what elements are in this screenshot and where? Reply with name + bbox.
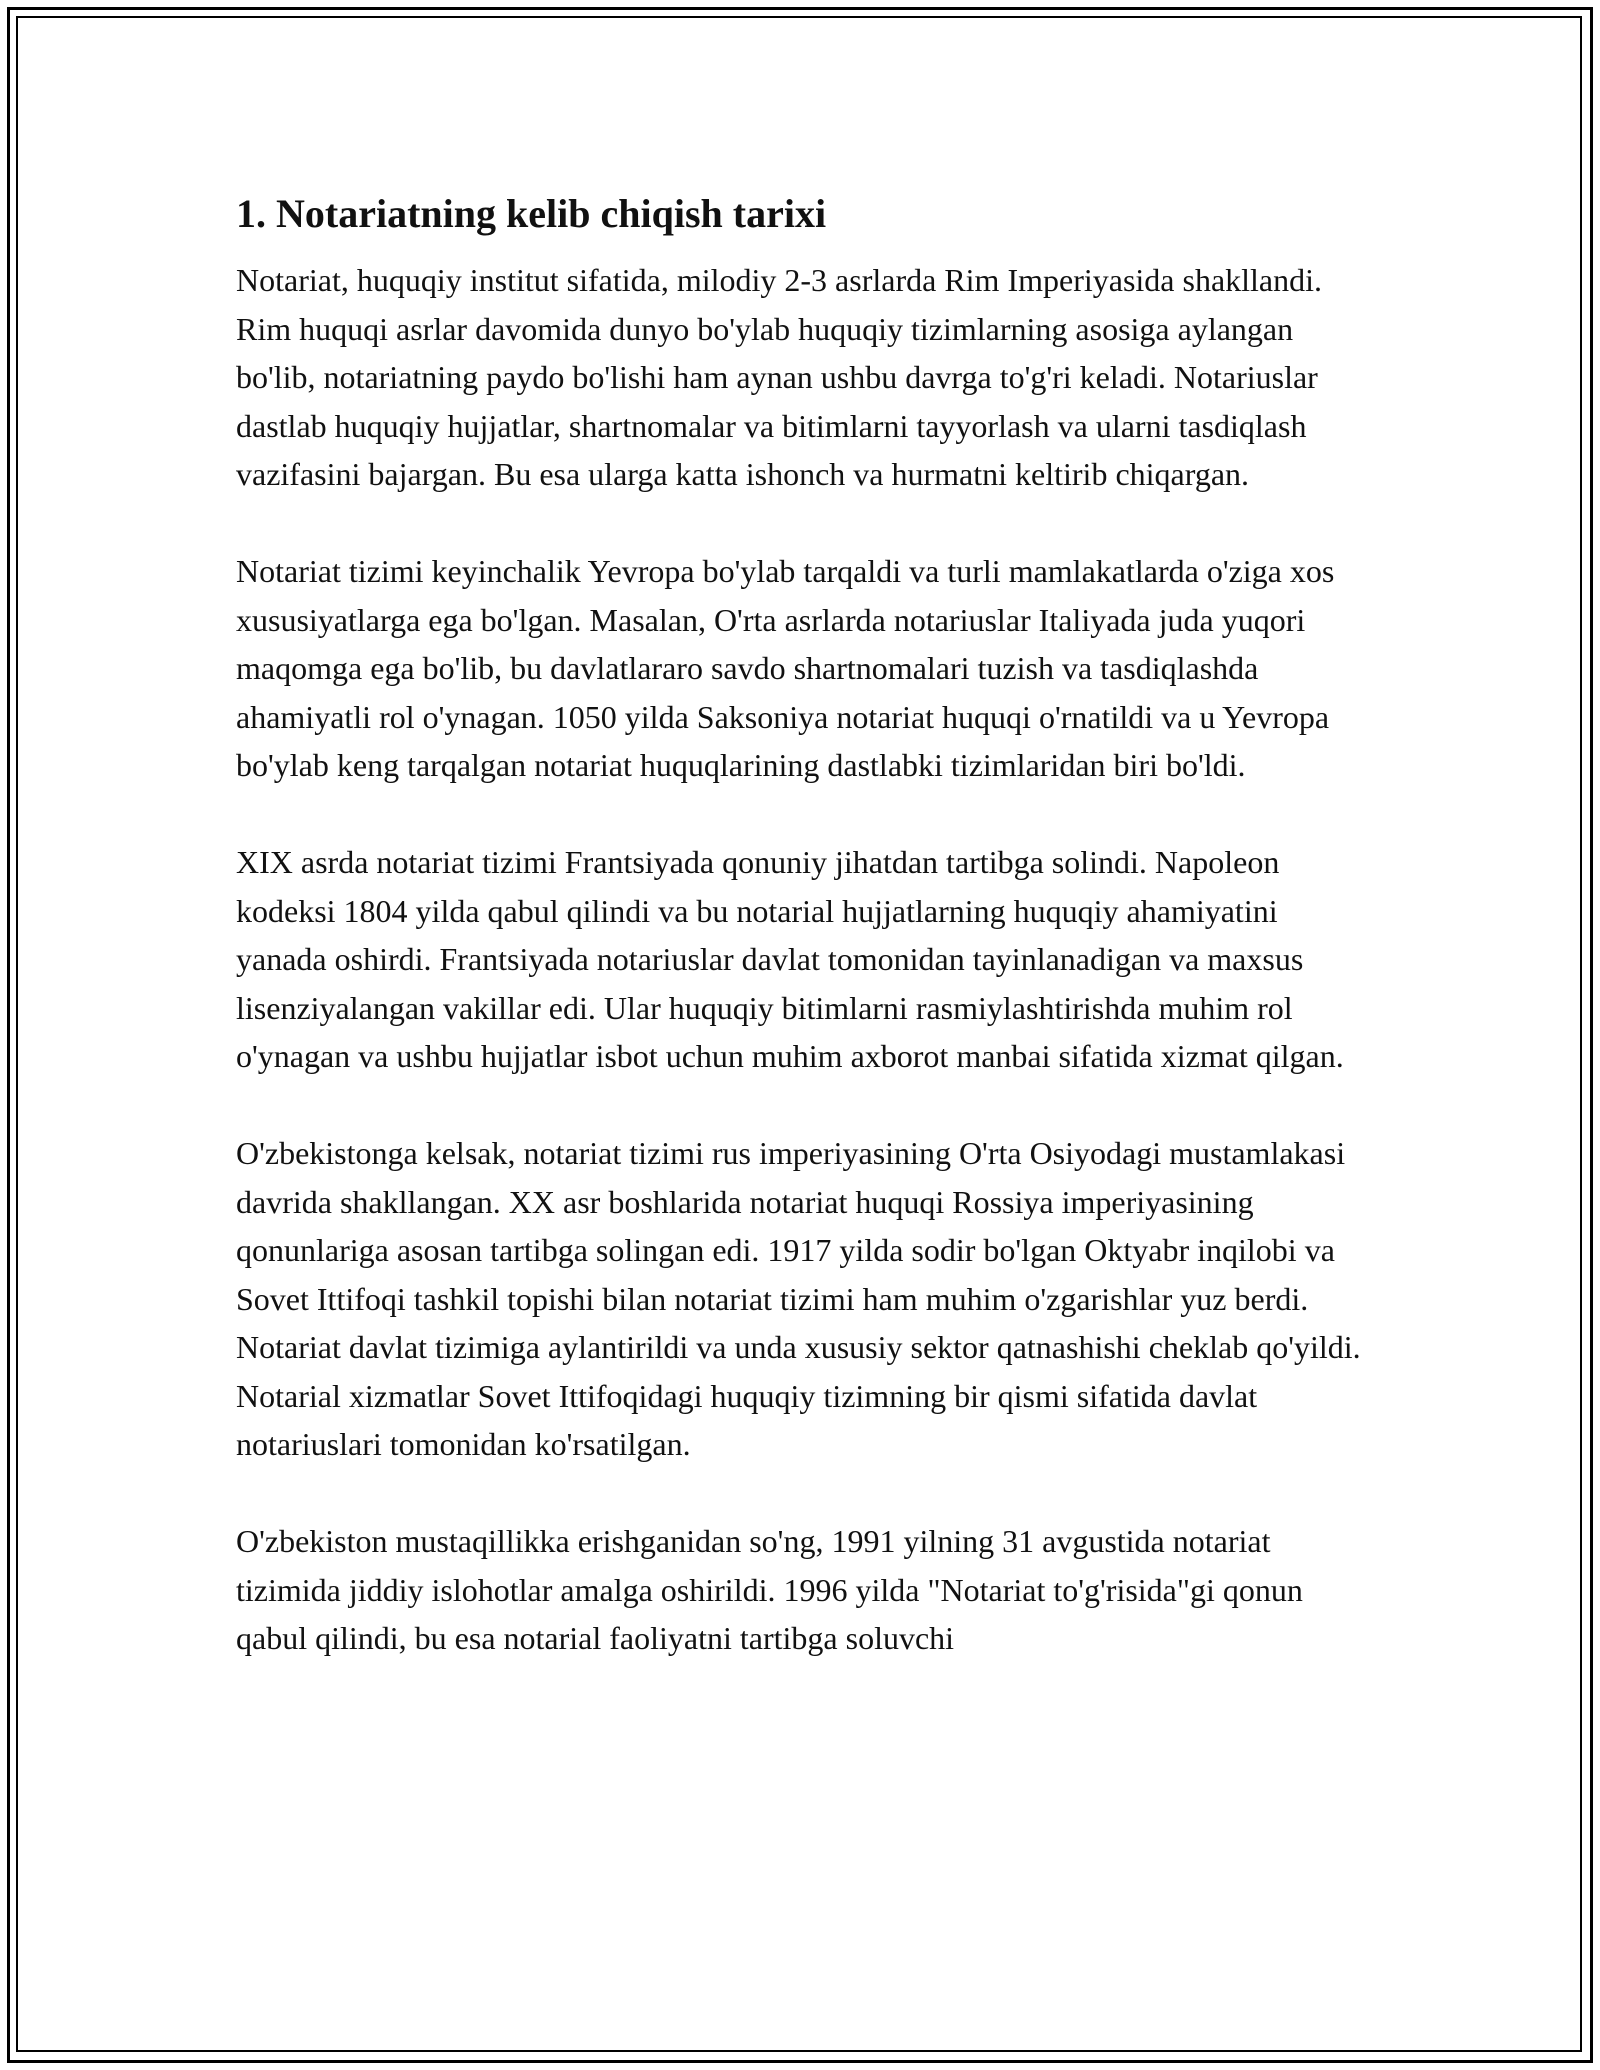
- paragraph-4: O'zbekistonga kelsak, notariat tizimi rus imperiyasining O'rta Osiyodagi mustamlakasi davrida shakllangan. XX asr boshlarida notariat huquqi Rossiya imperiyasining qonunlariga asosan tartibga solingan edi. 1917 yilda sodir bo'lgan Oktyabr inqilobi va Sovet Ittifoqi tashkil topishi bilan notariat tizimi ham muhim o'zgarishlar yuz berdi. Notariat davlat tizimiga aylantirildi va unda xususiy sektor qatnashishi cheklab qo'yildi. Notarial xizmatlar Sovet Ittifoqidagi huquqiy tizimning bir qismi sifatida davlat notariuslari tomonidan ko'rsatilgan.: [236, 1135, 1361, 1462]
- paragraph-5: O'zbekiston mustaqillikka erishganidan so'ng, 1991 yilning 31 avgustida notariat tizimida jiddiy islohotlar amalga oshirildi. 1996 yilda "Notariat to'g'risida"gi qonun qabul qilindi, bu esa notarial faoliyatni tartibga soluvchi: [236, 1523, 1303, 1656]
- paragraph-1: Notariat, huquqiy institut sifatida, milodiy 2-3 asrlarda Rim Imperiyasida shakllandi. Rim huquqi asrlar davomida dunyo bo'ylab huquqiy tizimlarning asosiga aylangan bo'lib, notariatning paydo bo'lishi ham aynan ushbu davrga to'g'ri keladi. Notariuslar dastlab huquqiy hujjatlar, shartnomalar va bitimlarni tayyorlash va ularni tasdiqlash vazifasini bajargan. Bu esa ularga katta ishonch va hurmatni keltirib chiqargan.: [236, 262, 1323, 492]
- paragraph-2: Notariat tizimi keyinchalik Yevropa bo'ylab tarqaldi va turli mamlakatlarda o'ziga xos xususiyatlarga ega bo'lgan. Masalan, O'rta asrlarda notariuslar Italiyada juda yuqori maqomga ega bo'lib, bu davlatlararo savdo shartnomalari tuzish va tasdiqlashda ahamiyatli rol o'ynagan. 1050 yilda Saksoniya notariat huquqi o'rnatildi va u Yevropa bo'ylab keng tarqalgan notariat huquqlarining dastlabki tizimlaridan biri bo'ldi.: [236, 553, 1335, 783]
- document-body: [236, 186, 1376, 1711]
- paragraph-3: XIX asrda notariat tizimi Frantsiyada qonuniy jihatdan tartibga solindi. Napoleon kodeksi 1804 yilda qabul qilindi va bu notarial hujjatlarning huquqiy ahamiyatini yanada oshirdi. Frantsiyada notariuslar davlat tomonidan tayinlanadigan va maxsus lisenziyalangan vakillar edi. Ular huquqiy bitimlarni rasmiylashtirishda muhim rol o'ynagan va ushbu hujjatlar isbot uchun muhim axborot manbai sifatida xizmat qilgan.: [236, 844, 1344, 1074]
- section-heading: 1. Notariatning kelib chiqish tarixi: [236, 191, 827, 236]
